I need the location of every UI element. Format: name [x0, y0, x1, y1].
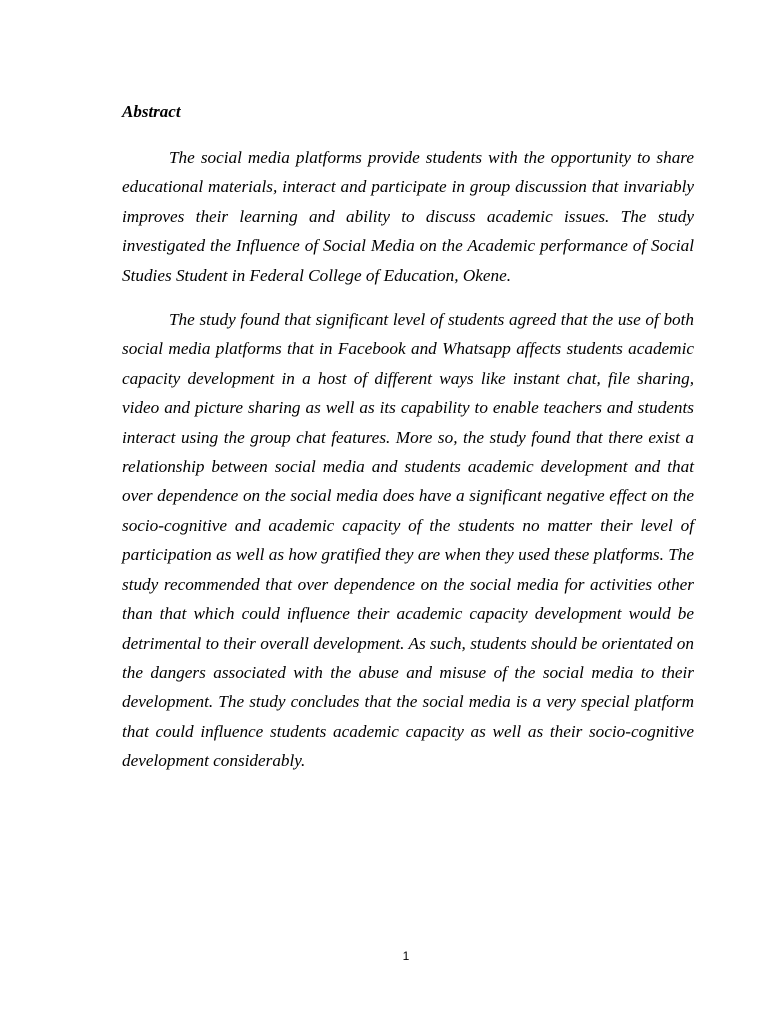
- page-number: 1: [402, 949, 410, 963]
- abstract-heading: Abstract: [122, 102, 181, 121]
- abstract-paragraph-1: The social media platforms provide students with the opportunity to share educational materials, interact and participate in group discussion that invariably improves their learning and ability to discuss academic issues. The study investigated the Influence of Social Media on the Academic performance of Social Studies Student in Federal College of Education, Okene.: [122, 148, 694, 285]
- abstract-section: [122, 100, 694, 776]
- abstract-paragraph-2: The study found that significant level of students agreed that the use of both social media platforms that in Facebook and Whatsapp affects students academic capacity development in a host of different ways like instant chat, file sharing, video and picture sharing as well as its capability to enable teachers and students interact using the group chat features. More so, the study found that there exist a relationship between social media and students academic development and that over dependence on the social media does have a significant negative effect on the socio-cognitive and academic capacity of the students no matter their level of participation as well as how gratified they are when they used these platforms. The study recommended that over dependence on the social media for activities other than that which could influence their academic capacity development would be detrimental to their overall development. As such, students should be orientated on the dangers associated with the abuse and misuse of the social media to their development. The study concludes that the social media is a very special platform that could influence students academic capacity as well as their socio-cognitive development considerably.: [122, 310, 694, 771]
